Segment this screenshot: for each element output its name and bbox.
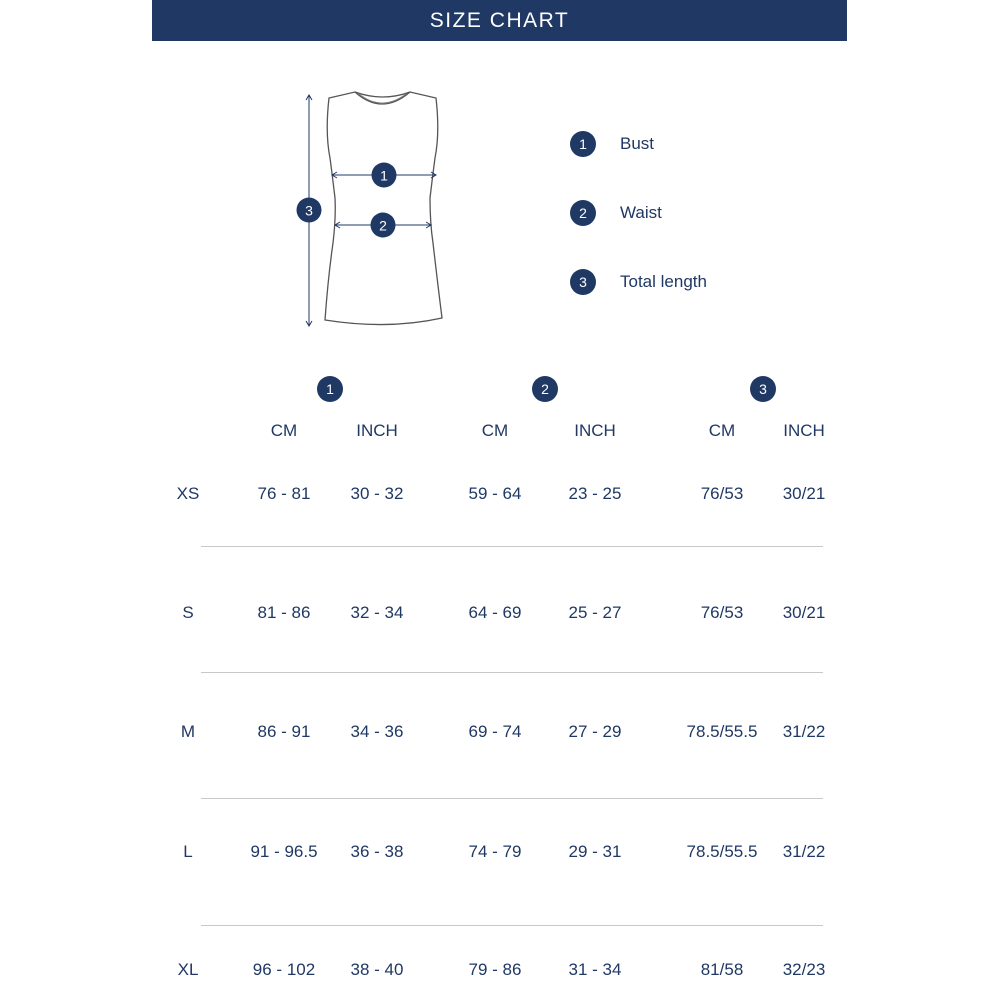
size-label: L: [183, 842, 193, 861]
length-cm-cell: 78.5/55.5: [686, 842, 758, 861]
waist-cm-cell: 79 - 86: [468, 960, 522, 979]
length-inch-cell: 30/21: [782, 484, 826, 503]
waist-inch-cell: 29 - 31: [568, 842, 622, 861]
bust-inch-cell: 30 - 32: [350, 484, 404, 503]
unit-header-bust-inch: INCH: [356, 421, 398, 440]
row-divider: [201, 546, 823, 547]
waist-inch-cell: 25 - 27: [568, 603, 622, 622]
legend-label: Total length: [620, 272, 707, 291]
bust-cm-cell: 91 - 96.5: [250, 842, 318, 861]
size-chart-title: SIZE CHART: [429, 8, 570, 32]
length-inch-cell: 31/22: [782, 842, 826, 861]
bust-cm-cell: 81 - 86: [257, 603, 311, 622]
size-label: XS: [176, 484, 200, 503]
legend-item-waist: [570, 200, 662, 226]
waist-inch-cell: 23 - 25: [568, 484, 622, 503]
unit-header-length-inch: INCH: [783, 421, 825, 440]
unit-header-waist-inch: INCH: [574, 421, 616, 440]
legend-item-total-length: [570, 269, 707, 295]
length-inch-cell: 30/21: [782, 603, 826, 622]
bust-cm-cell: 96 - 102: [252, 960, 316, 979]
row-divider: [201, 925, 823, 926]
waist-cm-cell: 59 - 64: [468, 484, 522, 503]
waist-inch-cell: 31 - 34: [568, 960, 622, 979]
length-cm-cell: 78.5/55.5: [686, 722, 758, 741]
length-cm-cell: 76/53: [700, 484, 744, 503]
unit-header-length-cm: CM: [708, 421, 736, 440]
group-badge-total-length: 3: [750, 376, 776, 402]
bust-inch-cell: 38 - 40: [350, 960, 404, 979]
waist-cm-cell: 64 - 69: [468, 603, 522, 622]
length-inch-cell: 32/23: [782, 960, 826, 979]
row-divider: [201, 672, 823, 673]
legend-label: Bust: [620, 134, 655, 153]
unit-header-waist-cm: CM: [481, 421, 509, 440]
length-cm-cell: 81/58: [700, 960, 744, 979]
size-label: XL: [177, 960, 199, 979]
row-divider: [201, 798, 823, 799]
bust-cm-cell: 86 - 91: [257, 722, 311, 741]
waist-inch-cell: 27 - 29: [568, 722, 622, 741]
bust-inch-cell: 36 - 38: [350, 842, 404, 861]
length-inch-cell: 31/22: [782, 722, 826, 741]
unit-header-bust-cm: CM: [270, 421, 298, 440]
legend-label: Waist: [620, 203, 662, 222]
waist-marker-badge: 2: [371, 213, 396, 238]
group-badge-waist: 2: [532, 376, 558, 402]
length-cm-cell: 76/53: [700, 603, 744, 622]
bust-marker-badge: 1: [372, 163, 397, 188]
bust-inch-cell: 32 - 34: [350, 603, 404, 622]
group-badge-bust: 1: [317, 376, 343, 402]
garment-diagram: [290, 88, 460, 333]
legend-item-bust: [570, 131, 654, 157]
bust-inch-cell: 34 - 36: [350, 722, 404, 741]
legend-number-badge: 1: [570, 131, 596, 157]
size-chart-header: [152, 0, 847, 41]
legend-number-badge: 3: [570, 269, 596, 295]
bust-cm-cell: 76 - 81: [257, 484, 311, 503]
size-label: M: [180, 722, 196, 741]
waist-cm-cell: 69 - 74: [468, 722, 522, 741]
waist-cm-cell: 74 - 79: [468, 842, 522, 861]
size-label: S: [182, 603, 194, 622]
legend-number-badge: 2: [570, 200, 596, 226]
length-marker-badge: 3: [297, 198, 322, 223]
